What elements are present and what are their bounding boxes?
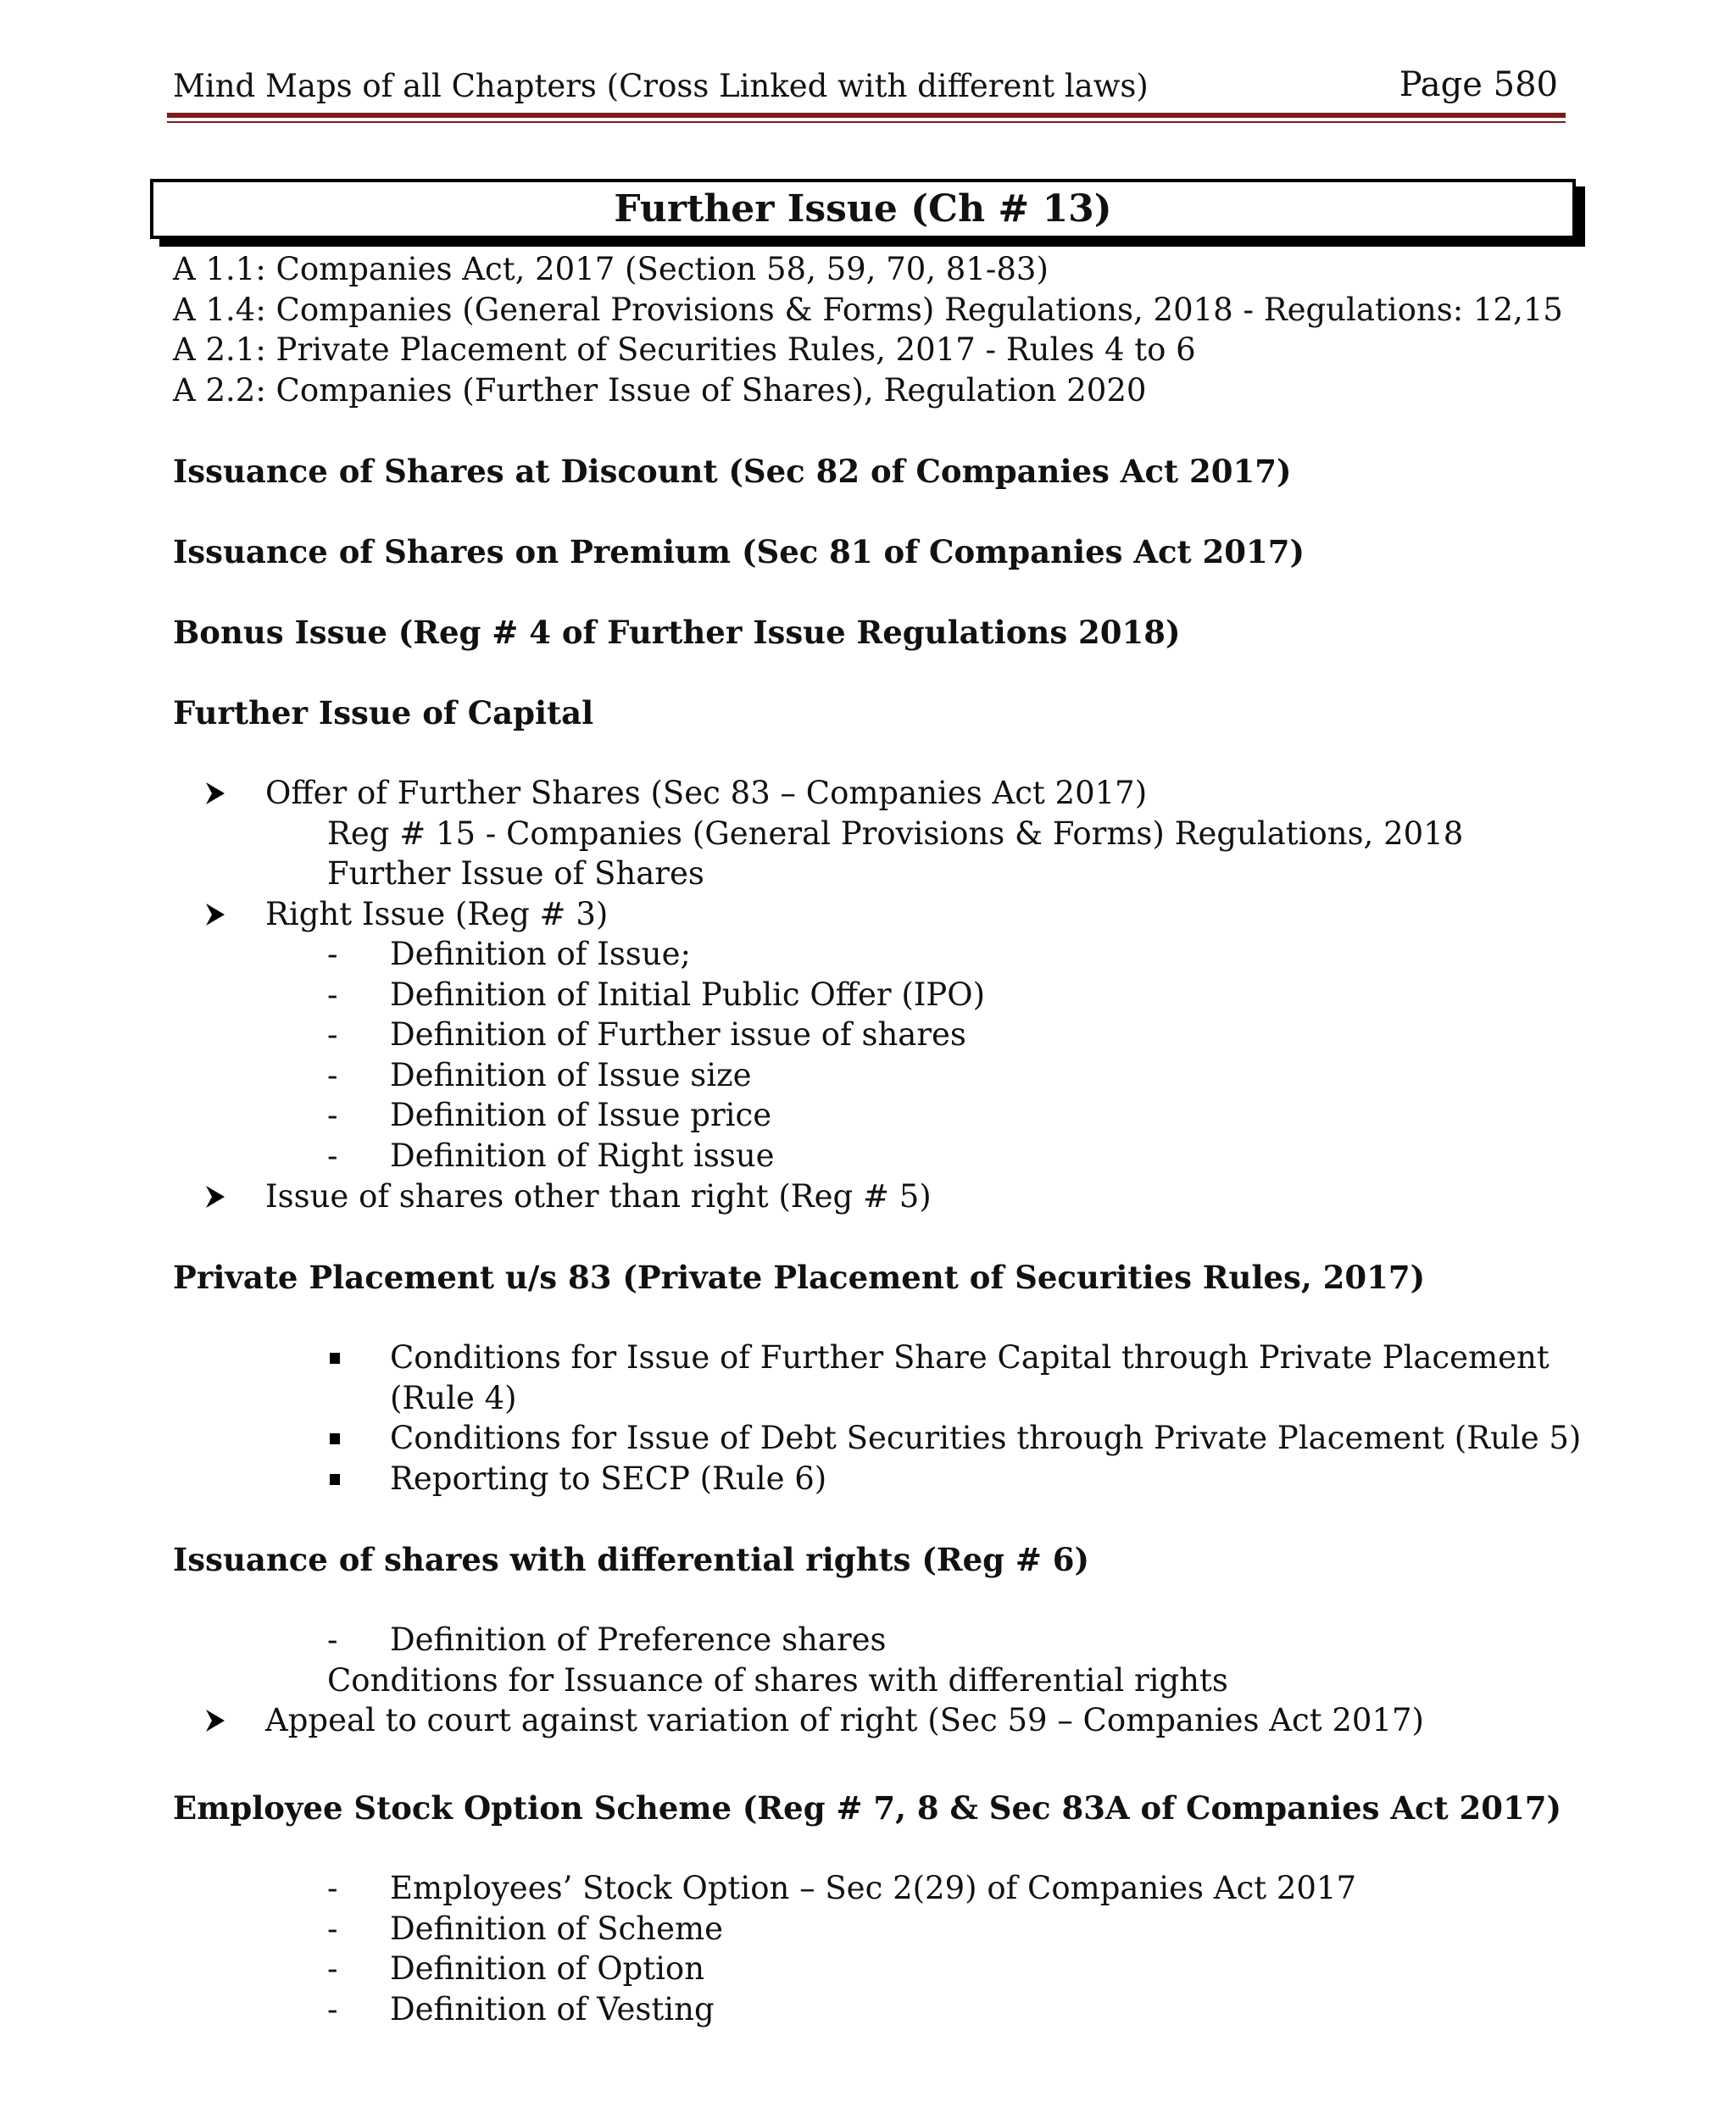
reference-line: A 2.2: Companies (Further Issue of Shares), Regulation 2020 bbox=[173, 372, 1147, 409]
dash-bullet: - bbox=[327, 1621, 338, 1658]
list-item: Right Issue (Reg # 3) bbox=[265, 896, 609, 932]
header-title: Mind Maps of all Chapters (Cross Linked with different laws) bbox=[173, 68, 1149, 104]
chapter-title-box bbox=[150, 179, 1576, 239]
list-item: Reporting to SECP (Rule 6) bbox=[390, 1460, 827, 1497]
list-subitem: Definition of Further issue of shares bbox=[390, 1016, 966, 1053]
reference-line: A 2.1: Private Placement of Securities Rules, 2017 - Rules 4 to 6 bbox=[173, 331, 1196, 368]
arrow-bullet-icon bbox=[204, 781, 226, 806]
section-heading-private-placement: Private Placement u/s 83 (Private Placement of Securities Rules, 2017) bbox=[173, 1259, 1426, 1296]
section-heading-premium: Issuance of Shares on Premium (Sec 81 of Companies Act 2017) bbox=[173, 533, 1305, 570]
dash-bullet: - bbox=[327, 1991, 338, 2027]
square-bullet-icon bbox=[330, 1474, 340, 1485]
square-bullet-icon bbox=[330, 1353, 340, 1364]
section-heading-differential-rights: Issuance of shares with differential rights (Reg # 6) bbox=[173, 1541, 1090, 1578]
dash-bullet: - bbox=[327, 1057, 338, 1093]
list-subitem: Definition of Right issue bbox=[390, 1137, 775, 1174]
reference-line: A 1.4: Companies (General Provisions & Forms) Regulations, 2018 - Regulations: 12,15 bbox=[173, 292, 1563, 328]
dash-bullet: - bbox=[327, 936, 338, 972]
chapter-title: Further Issue (Ch # 13) bbox=[614, 187, 1112, 231]
list-subitem: Conditions for Issuance of shares with differential rights bbox=[327, 1662, 1228, 1699]
list-item: Conditions for Issue of Debt Securities through Private Placement (Rule 5) bbox=[390, 1420, 1582, 1456]
reference-line: A 1.1: Companies Act, 2017 (Section 58, 59, 70, 81-83) bbox=[173, 251, 1049, 287]
square-bullet-icon bbox=[330, 1433, 340, 1444]
dash-bullet: - bbox=[327, 1911, 338, 1947]
list-item: Offer of Further Shares (Sec 83 – Companies Act 2017) bbox=[265, 775, 1148, 811]
list-subitem: Definition of Scheme bbox=[390, 1911, 723, 1947]
list-subitem: Definition of Option bbox=[390, 1950, 705, 1987]
list-subitem: Employees’ Stock Option – Sec 2(29) of Companies Act 2017 bbox=[390, 1870, 1357, 1906]
section-heading-further-issue: Further Issue of Capital bbox=[173, 694, 594, 731]
list-subitem: Reg # 15 - Companies (General Provisions & Forms) Regulations, 2018 bbox=[327, 815, 1464, 852]
list-item: Appeal to court against variation of right (Sec 59 – Companies Act 2017) bbox=[265, 1702, 1424, 1738]
dash-bullet: - bbox=[327, 1950, 338, 1987]
list-subitem: Definition of Vesting bbox=[390, 1991, 715, 2027]
dash-bullet: - bbox=[327, 1137, 338, 1174]
header-rule-thick bbox=[167, 113, 1566, 118]
list-item-continuation: (Rule 4) bbox=[390, 1380, 517, 1416]
dash-bullet: - bbox=[327, 976, 338, 1013]
list-item: Issue of shares other than right (Reg # 5) bbox=[265, 1178, 932, 1215]
arrow-bullet-icon bbox=[204, 1184, 226, 1210]
list-subitem: Definition of Issue price bbox=[390, 1097, 772, 1133]
dash-bullet: - bbox=[327, 1870, 338, 1906]
list-item: Conditions for Issue of Further Share Capital through Private Placement bbox=[390, 1339, 1550, 1376]
section-heading-esos: Employee Stock Option Scheme (Reg # 7, 8 & Sec 83A of Companies Act 2017) bbox=[173, 1789, 1562, 1827]
arrow-bullet-icon bbox=[204, 902, 226, 927]
section-heading-bonus: Bonus Issue (Reg # 4 of Further Issue Regulations 2018) bbox=[173, 614, 1181, 651]
list-subitem: Further Issue of Shares bbox=[327, 855, 704, 892]
list-subitem: Definition of Issue size bbox=[390, 1057, 752, 1093]
list-subitem: Definition of Preference shares bbox=[390, 1621, 887, 1658]
page-number: Page 580 bbox=[1399, 65, 1558, 104]
list-subitem: Definition of Issue; bbox=[390, 936, 691, 972]
section-heading-discount: Issuance of Shares at Discount (Sec 82 of Companies Act 2017) bbox=[173, 453, 1292, 490]
header-rule-thin bbox=[167, 121, 1566, 123]
dash-bullet: - bbox=[327, 1097, 338, 1133]
dash-bullet: - bbox=[327, 1016, 338, 1053]
list-subitem: Definition of Initial Public Offer (IPO) bbox=[390, 976, 986, 1013]
arrow-bullet-icon bbox=[204, 1708, 226, 1733]
